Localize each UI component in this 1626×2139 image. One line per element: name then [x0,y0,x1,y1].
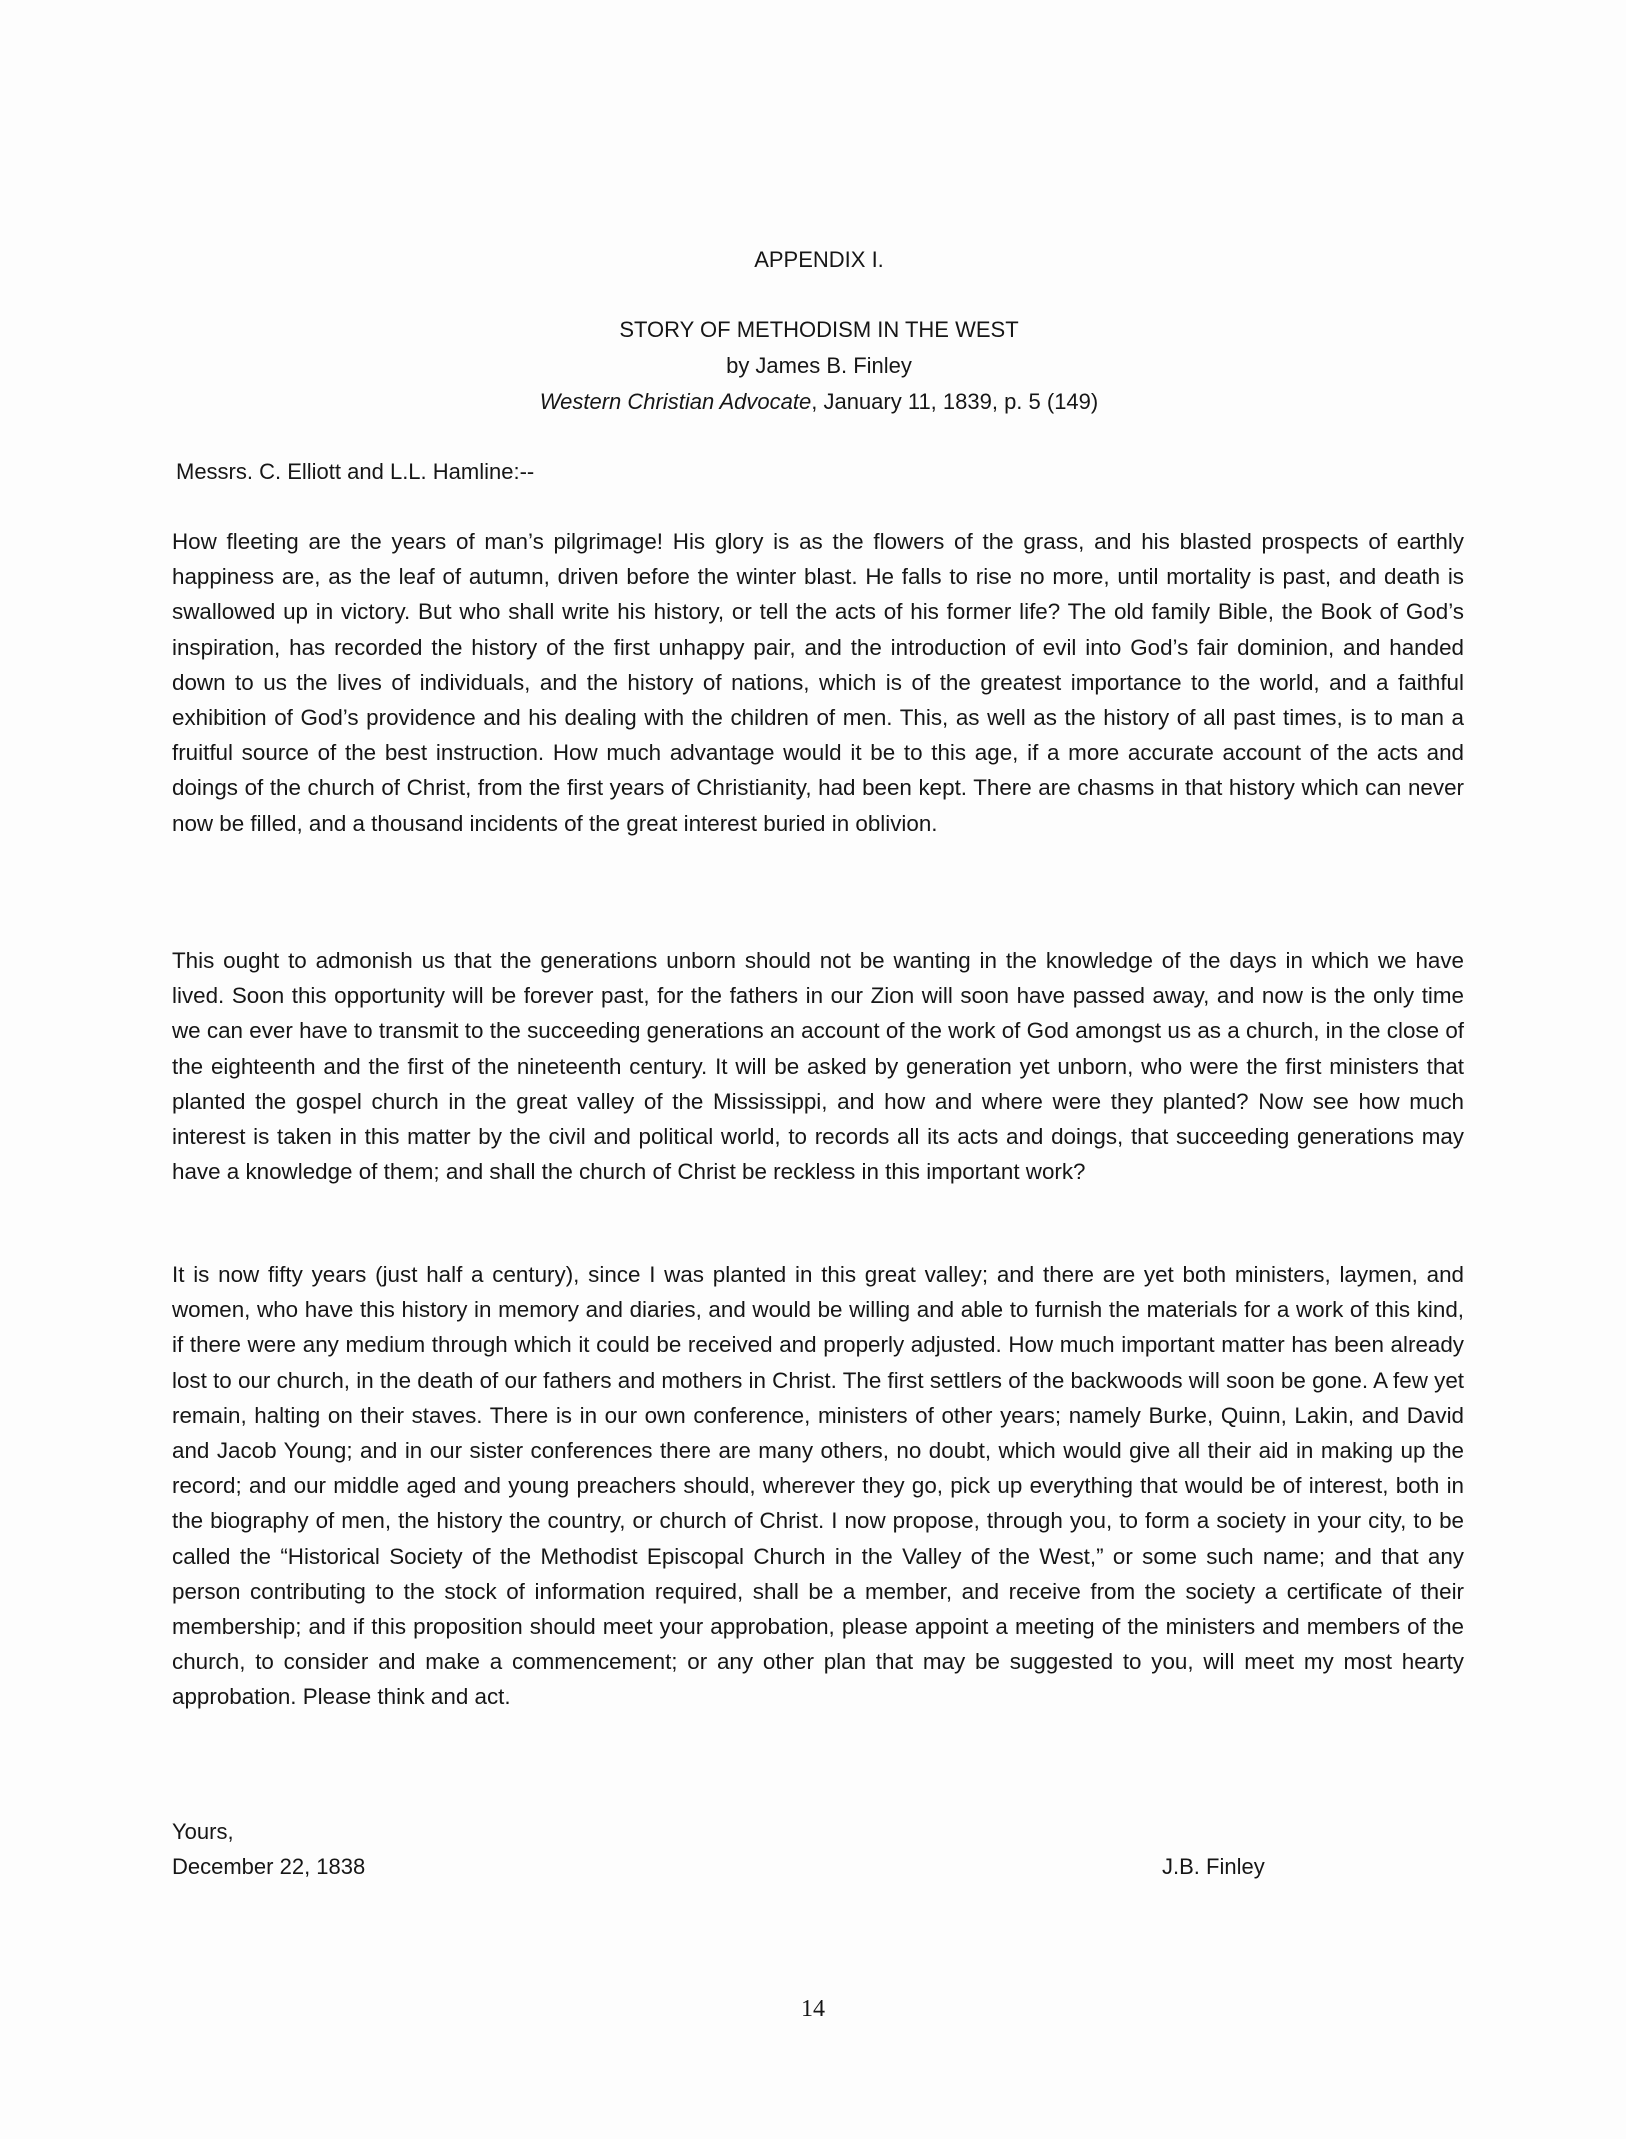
source-citation [174,386,1464,418]
author-byline: by James B. Finley [726,353,912,378]
signature: J.B. Finley [1162,1854,1265,1879]
valediction: Yours, [172,1819,234,1844]
source-publication: Western Christian Advocate [539,389,812,414]
body-paragraph-2: This ought to admonish us that the generations unborn should not be wanting in the knowledge of the days in which we have lived. Soon this opportunity will be forever past, for the fathers in our Zion will soon have passed away, and now is the only time we can ever have to transmit to the succeeding generations an account of the work of God amongst us as a church, in the close of the eighteenth and the first of the nineteenth century. It will be asked by generation yet unborn, who were the first ministers that planted the gospel church in the great valley of the Mississippi, and how and where were they planted? Now see how much interest is taken in this matter by the civil and political world, to records all its acts and doings, that succeeding generations may have a knowledge of them; and shall the church of Christ be reckless in this important work? [172,948,1464,1185]
salutation: Messrs. C. Elliott and L.L. Hamline:-- [176,459,535,484]
body-paragraph-3: It is now fifty years (just half a century), since I was planted in this great valley; and there are yet both ministers, laymen, and women, who have this history in memory and diaries, and would be willing and able to furnish the materials for a work of this kind, if there were any medium through which it could be received and properly adjusted. How much important matter has been already lost to our church, in the death of our fathers and mothers in Christ. The first settlers of the backwoods will soon be gone. A few yet remain, halting on their staves. There is in our own conference, ministers of other years; namely Burke, Quinn, Lakin, and David and Jacob Young; and in our sister conferences there are many others, no doubt, which would give all their aid in making up the record; and our middle aged and young preachers should, wherever they go, pick up everything that would be of interest, both in the biography of men, the history the country, or church of Christ. I now propose, through you, to form a society in your city, to be called the “Historical Society of the Methodist Episcopal Church in the Valley of the West,” or some such name; and that any person contributing to the stock of information required, shall be a member, and receive from the society a certificate of their membership; and if this proposition should meet your approbation, please appoint a meeting of the ministers and members of the church, to consider and make a commencement; or any other plan that may be suggested to you, will meet my most hearty approbation. Please think and act. [172,1262,1464,1710]
story-title: STORY OF METHODISM IN THE WEST [619,317,1019,342]
source-details: , January 11, 1839, p. 5 (149) [811,389,1099,414]
closing-block [172,1814,365,1884]
letter-date: December 22, 1838 [172,1854,366,1879]
page-number: 14 [801,1996,825,2022]
appendix-heading: APPENDIX I. [754,247,884,272]
body-paragraph-1: How fleeting are the years of man’s pilgrimage! His glory is as the flowers of the grass, and his blasted prospects of earthly happiness are, as the leaf of autumn, driven before the winter blast. He falls to rise no more, until mortality is past, and death is swallowed up in victory. But who shall write his history, or tell the acts of his former life? The old family Bible, the Book of God’s inspiration, has recorded the history of the first unhappy pair, and the introduction of evil into God’s fair dominion, and handed down to us the lives of individuals, and the history of nations, which is of the greatest importance to the world, and a faithful exhibition of God’s providence and his dealing with the children of men. This, as well as the history of all past times, is to man a fruitful source of the best instruction. How much advantage would it be to this age, if a more accurate account of the acts and doings of the church of Christ, from the first years of Christianity, had been kept. There are chasms in that history which can never now be filled, and a thousand incidents of the great interest buried in oblivion. [172,529,1464,836]
